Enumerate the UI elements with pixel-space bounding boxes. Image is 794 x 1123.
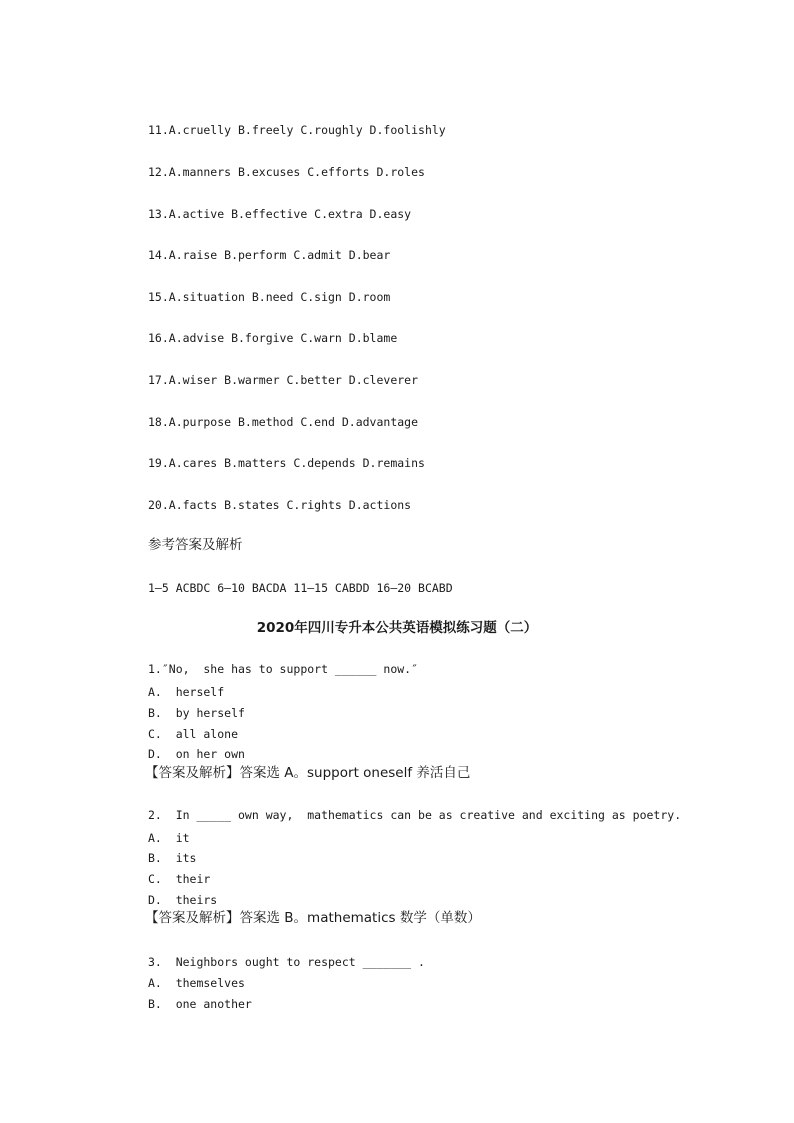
question-17: 17.A.wiser B.warmer C.better D.cleverer [148,373,419,387]
question-14: 14.A.raise B.perform C.admit D.bear [148,248,391,262]
answer-heading: 参考答案及解析 [148,537,243,553]
q3-stem: 3. Neighbors ought to respect _______ . [148,955,425,969]
question-16: 16.A.advise B.forgive C.warn D.blame [148,331,398,345]
q2-option-d: D. theirs [148,893,218,907]
q1-option-d: D. on her own [148,747,245,761]
question-12: 12.A.manners B.excuses C.efforts D.roles [148,165,425,179]
section-title: 2020年四川专升本公共英语模拟练习题（二） [256,620,538,636]
q1-stem: 1.″No, she has to support ______ now.″ [148,662,419,676]
answer-key: 1—5 ACBDC 6—10 BACDA 11—15 CABDD 16—20 BCABD [148,581,453,595]
question-15: 15.A.situation B.need C.sign D.room [148,290,391,304]
question-20: 20.A.facts B.states C.rights D.actions [148,498,412,512]
q2-option-a: A. it [148,831,190,845]
q2-stem: 2. In _____ own way, mathematics can be as creative and exciting as poetry. [148,808,682,822]
question-13: 13.A.active B.effective C.extra D.easy [148,207,412,221]
q1-option-b: B. by herself [148,706,245,720]
q3-option-b: B. one another [148,997,252,1011]
question-11: 11.A.cruelly B.freely C.roughly D.foolishly [148,123,446,137]
q1-option-c: C. all alone [148,727,239,741]
q2-analysis: 【答案及解析】答案选 B。mathematics 数学（单数） [145,910,481,926]
question-18: 18.A.purpose B.method C.end D.advantage [148,415,419,429]
q1-option-a: A. herself [148,685,225,699]
q2-option-b: B. its [148,851,197,865]
q2-option-c: C. their [148,872,211,886]
question-19: 19.A.cares B.matters C.depends D.remains [148,456,425,470]
q3-option-a: A. themselves [148,976,245,990]
q1-analysis: 【答案及解析】答案选 A。support oneself 养活自己 [145,765,471,781]
